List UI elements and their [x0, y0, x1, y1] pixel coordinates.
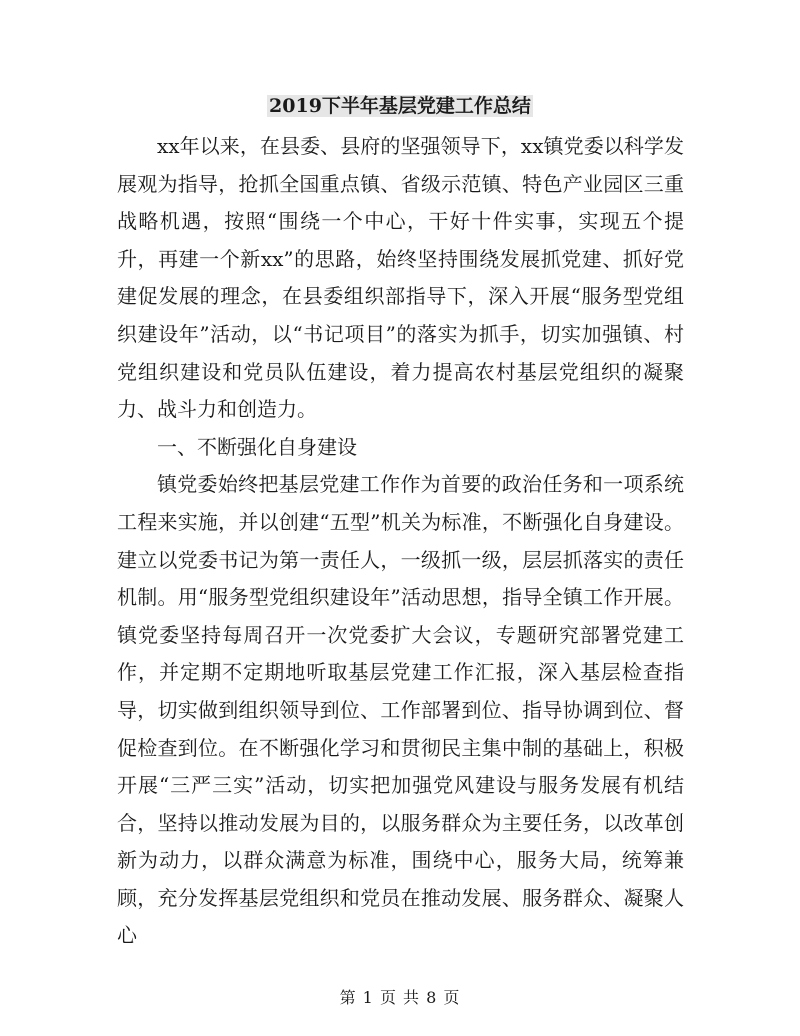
document-title-text: 2019下半年基层党建工作总结 — [269, 95, 531, 117]
paragraph-intro: xx年以来，在县委、县府的坚强领导下，xx镇党委以科学发展观为指导，抢抓全国重点镇、省级示范镇、特色产业园区三重战略机遇，按照“围绕一个中心，干好十件实事，实现五个提升，再建一个新xx”的思路，始终坚持围绕发展抓党建、抓好党建促发展的理念，在县委组织部指导下，深入开展“服务型党组织建设年”活动，以“书记项目”的落实为抓手，切实加强镇、村党组织建设和党员队伍建设，着力提高农村基层党组织的凝聚力、战斗力和创造力。 — [117, 134, 684, 422]
document-body — [117, 128, 684, 955]
paragraph-section-1: 镇党委始终把基层党建工作作为首要的政治任务和一项系统工程来实施，并以创建“五型”机关为标准，不断强化自身建设。建立以党委书记为第一责任人，一级抓一级，层层抓落实的责任机制。用“服务型党组织建设年”活动思想，指导全镇工作开展。镇党委坚持每周召开一次党委扩大会议，专题研究部署党建工作，并定期不定期地听取基层党建工作汇报，深入基层检查指导，切实做到组织领导到位、工作部署到位、指导协调到位、督促检查到位。在不断强化学习和贯彻民主集中制的基础上，积极开展“三严三实”活动，切实把加强党风建设与服务发展有机结合，坚持以推动发展为目的，以服务群众为主要任务，以改革创新为动力，以群众满意为标准，围绕中心，服务大局，统筹兼顾，充分发挥基层党组织和党员在推动发展、服务群众、凝聚人心 — [117, 472, 684, 948]
section-heading: 一、不断强化自身建设 — [157, 434, 357, 459]
page-number: 第 1 页 共 8 页 — [339, 988, 461, 1007]
document-title — [0, 92, 800, 120]
